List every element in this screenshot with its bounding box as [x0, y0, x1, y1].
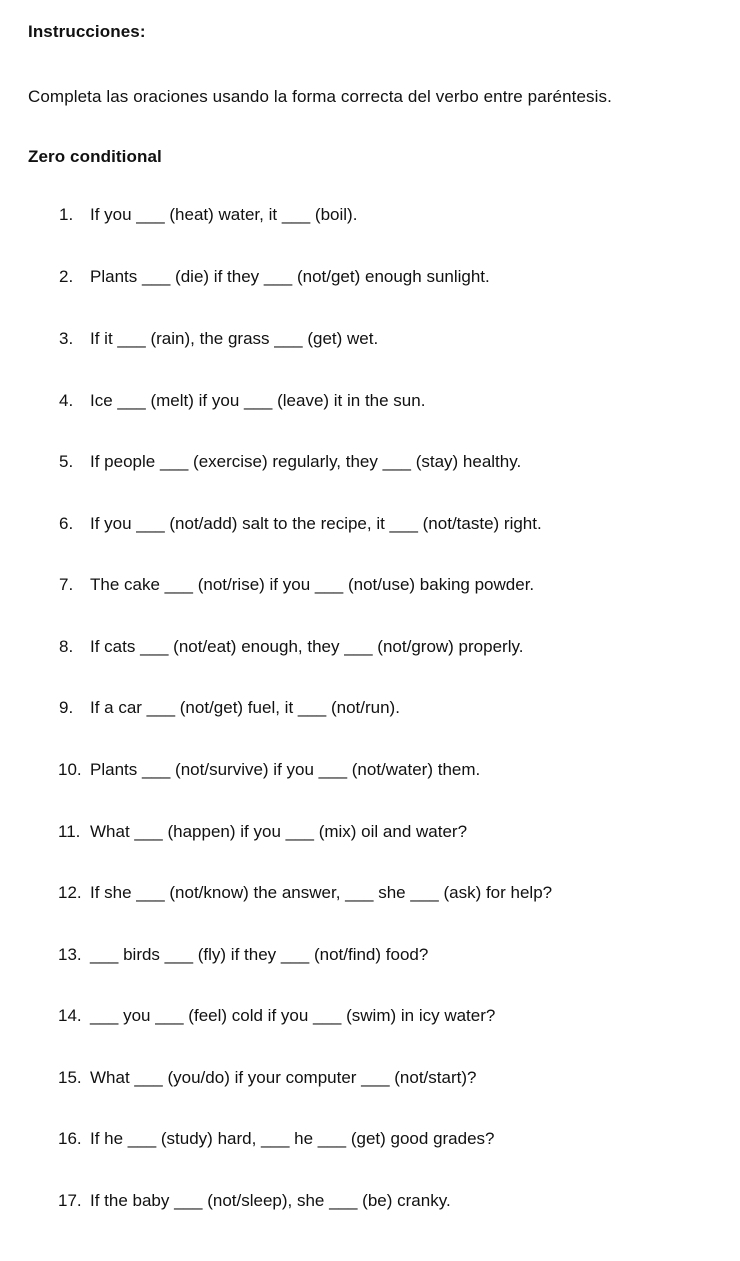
exercise-number: 12.: [58, 883, 82, 902]
exercise-text: ___ you ___ (feel) cold if you ___ (swim) in icy water?: [90, 1006, 496, 1025]
exercise-text: Plants ___ (not/survive) if you ___ (not/water) them.: [90, 760, 481, 779]
instructions-heading: Instrucciones:: [28, 22, 146, 41]
exercise-number: 9.: [59, 698, 74, 717]
exercise-item: [0, 391, 720, 415]
exercise-number: 10.: [58, 760, 82, 779]
exercise-text: If she ___ (not/know) the answer, ___ she ___ (ask) for help?: [90, 883, 553, 902]
exercise-item: [0, 945, 720, 969]
exercise-number: 14.: [58, 1006, 82, 1025]
exercise-text: If it ___ (rain), the grass ___ (get) wet.: [90, 329, 379, 348]
exercise-text: The cake ___ (not/rise) if you ___ (not/use) baking powder.: [90, 575, 535, 594]
exercise-text: If you ___ (not/add) salt to the recipe, it ___ (not/taste) right.: [90, 514, 542, 533]
exercise-item: [0, 883, 720, 907]
exercise-item: [0, 575, 720, 599]
exercise-item: [0, 698, 720, 722]
exercise-text: ___ birds ___ (fly) if they ___ (not/find) food?: [90, 945, 429, 964]
exercise-item: [0, 822, 720, 846]
exercise-text: If people ___ (exercise) regularly, they ___ (stay) healthy.: [90, 452, 522, 471]
exercise-item: [0, 1006, 720, 1030]
exercise-text: Plants ___ (die) if they ___ (not/get) enough sunlight.: [90, 267, 490, 286]
exercise-number: 6.: [59, 514, 74, 533]
exercise-text: What ___ (you/do) if your computer ___ (not/start)?: [90, 1068, 477, 1087]
exercise-number: 2.: [59, 267, 74, 286]
exercise-item: [0, 329, 720, 353]
exercise-number: 16.: [58, 1129, 82, 1148]
exercise-text: If a car ___ (not/get) fuel, it ___ (not/run).: [90, 698, 400, 717]
exercise-item: [0, 637, 720, 661]
exercise-item: [0, 452, 720, 476]
exercise-item: [0, 205, 720, 229]
exercise-item: [0, 267, 720, 291]
exercise-item: [0, 514, 720, 538]
exercise-text: If he ___ (study) hard, ___ he ___ (get) good grades?: [90, 1129, 495, 1148]
exercise-number: 7.: [59, 575, 74, 594]
exercise-number: 13.: [58, 945, 82, 964]
exercise-text: Ice ___ (melt) if you ___ (leave) it in the sun.: [90, 391, 426, 410]
exercise-number: 1.: [59, 205, 74, 224]
exercise-item: [0, 1068, 720, 1092]
instructions-text: Completa las oraciones usando la forma correcta del verbo entre paréntesis.: [28, 87, 612, 106]
exercise-number: 15.: [58, 1068, 82, 1087]
exercise-number: 11.: [58, 822, 81, 841]
exercise-text: If cats ___ (not/eat) enough, they ___ (not/grow) properly.: [90, 637, 524, 656]
exercise-text: If the baby ___ (not/sleep), she ___ (be) cranky.: [90, 1191, 451, 1210]
exercise-item: [0, 1191, 720, 1215]
exercise-item: [0, 1129, 720, 1153]
exercise-number: 8.: [59, 637, 74, 656]
exercise-number: 3.: [59, 329, 74, 348]
exercise-number: 5.: [59, 452, 74, 471]
exercise-number: 17.: [58, 1191, 82, 1210]
exercise-item: [0, 760, 720, 784]
exercise-text: What ___ (happen) if you ___ (mix) oil and water?: [90, 822, 468, 841]
exercise-text: If you ___ (heat) water, it ___ (boil).: [90, 205, 358, 224]
section-heading: Zero conditional: [28, 147, 162, 166]
exercise-number: 4.: [59, 391, 74, 410]
